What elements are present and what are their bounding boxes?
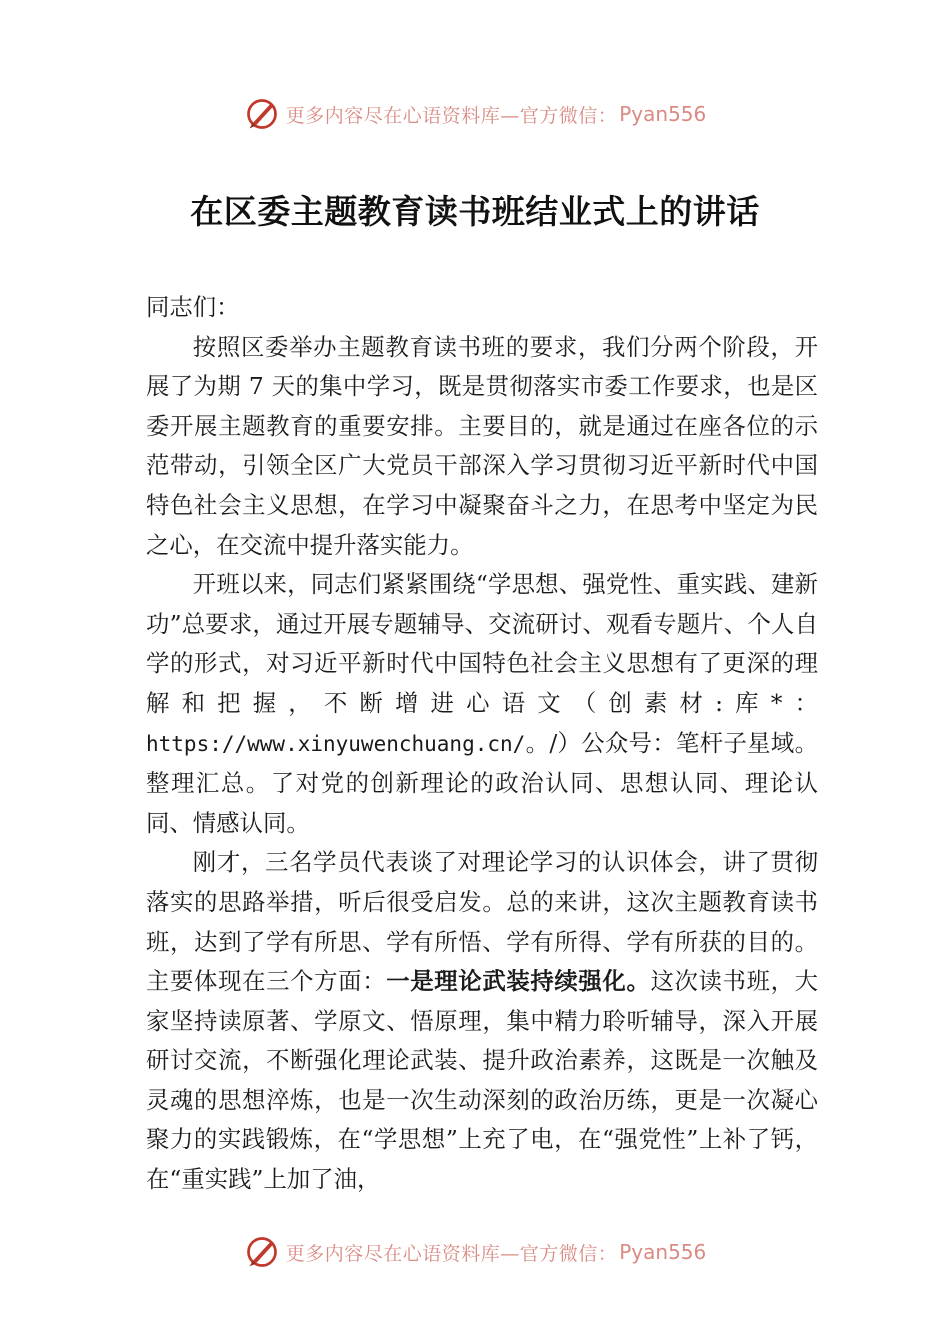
document-title: 在区委主题教育读书班结业式上的讲话 (190, 192, 760, 231)
paragraph-3-text-a: 刚才，三名学员代表谈了对理论学习的认识体会，讲了贯彻落实的思路举措，听后很受启发。总的来讲，这次主题教育读书班，达到了学有所思、学有所悟、学有所得、学有所获的目的。主要体现在三个方面： (146, 848, 818, 996)
paragraph-2-text-b: 。/）公众号：笔杆子星域。整理汇总。了对党的创新理论的政治认同、思想认同、理论认同、情感认同。 (146, 728, 818, 837)
paragraph-3 (146, 843, 818, 1199)
quill-pen-logo-icon (244, 1234, 280, 1270)
paragraph-2-url: https://www.xinyuwenchuang.cn/ (146, 731, 526, 756)
footer-banner-id: Pyan556 (619, 1240, 707, 1264)
paragraph-2-text-a: 开班以来，同志们紧紧围绕“学思想、强党性、重实践、建新功”总要求，通过开展专题辅导、交流研讨、观看专题片、个人自学的形式，对习近平新时代中国特色社会主义思想有了更深的理解和把握，不断增进心语文（创素材:库*： (146, 570, 818, 717)
paragraph-3-emphasis: 一是理论武装持续强化。 (386, 967, 651, 996)
paragraph-1: 按照区委举办主题教育读书班的要求，我们分两个阶段，开展了为期 7 天的集中学习，既是贯彻落实市委工作要求，也是区委开展主题教育的重要安排。主要目的，就是通过在座各位的示范带动，引领全区广大党员干部深入学习贯彻习近平新时代中国特色社会主义思想，在学习中凝聚奋斗之力，在思考中坚定为民之心，在交流中提升落实能力。 (146, 332, 818, 559)
footer-banner (0, 1232, 950, 1272)
salutation: 同志们： (146, 293, 240, 321)
header-banner-id: Pyan556 (619, 102, 707, 126)
header-banner-text: 更多内容尽在心语资料库—官方微信： (285, 104, 618, 127)
document-body (146, 288, 818, 1200)
paragraph-2 (146, 565, 818, 843)
paragraph-3-text-b: 这次读书班，大家坚持读原著、学原文、悟原理，集中精力聆听辅导，深入开展研讨交流，不断强化理论武装、提升政治素养，这既是一次触及灵魂的思想淬炼，也是一次生动深刻的政治历练，更是一次凝心聚力的实践锻炼，在“学思想”上充了电，在“强党性”上补了钙，在“重实践”上加了油， (146, 967, 819, 1194)
footer-banner-text: 更多内容尽在心语资料库—官方微信： (285, 1242, 618, 1265)
header-banner (0, 94, 950, 134)
quill-pen-logo-icon (244, 96, 280, 132)
